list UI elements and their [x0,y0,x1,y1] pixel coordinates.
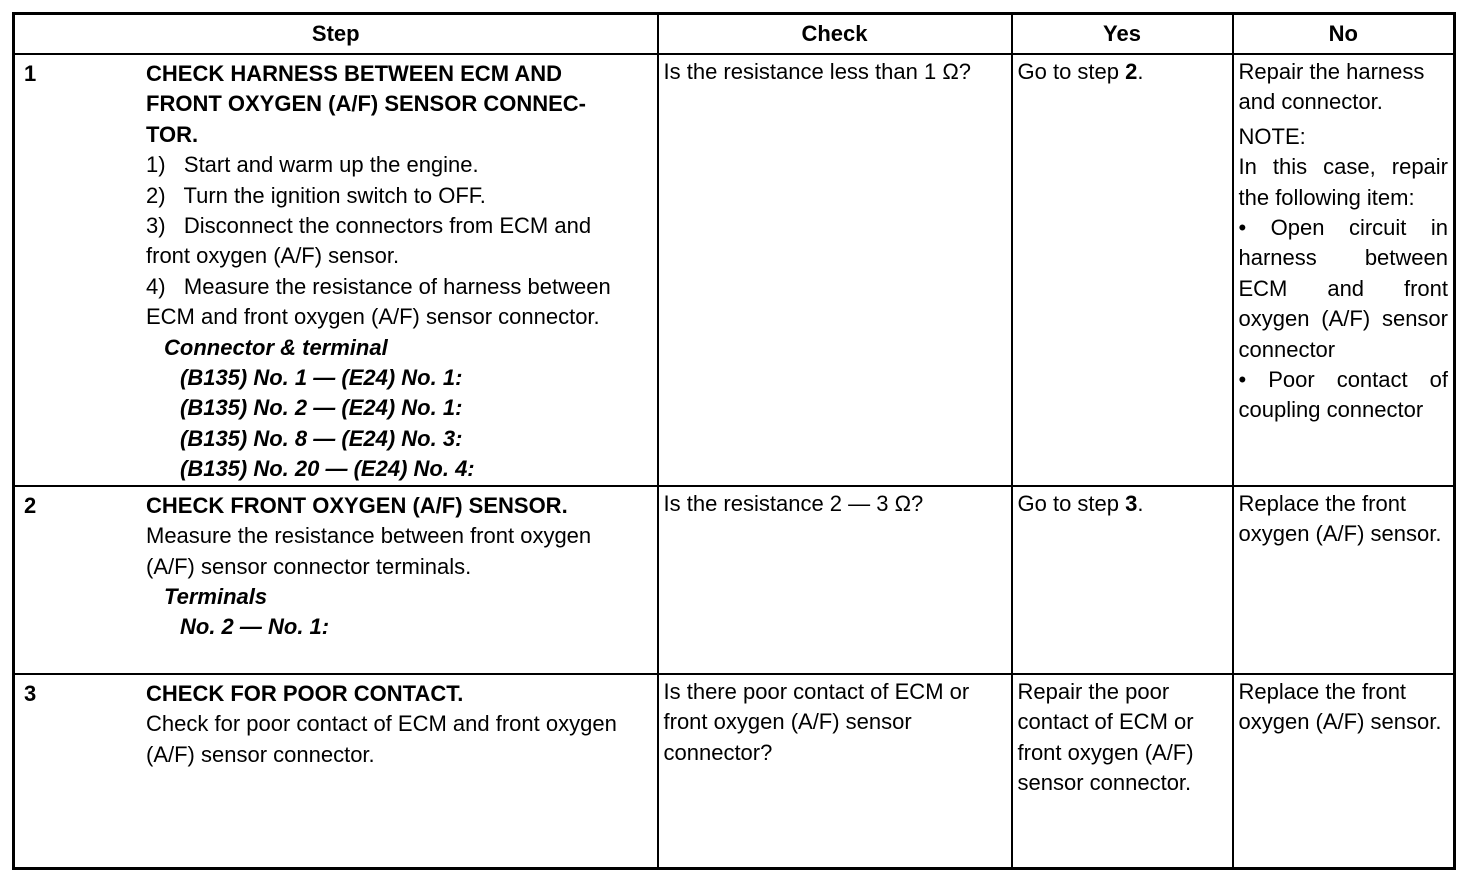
no-cell [1233,486,1455,674]
step-number: 1 [24,61,37,86]
check-cell [658,674,1012,869]
step-body [146,489,652,643]
header-row [14,14,1455,55]
yes-text: Repair the poor contact of ECM or front oxygen (A/F) sensor connector. [1017,678,1194,795]
yes-step-number: 2 [1125,59,1138,84]
yes-suffix: . [1137,59,1144,84]
no-text: Repair the harness and connector. [1238,59,1425,115]
procedure-line: ECM and front oxygen (A/F) sensor connector. [146,304,600,330]
yes-prefix: Go to step [1017,59,1126,84]
no-cell [1233,674,1455,869]
header-check: Check [658,14,1012,55]
step-number: 3 [24,680,37,706]
step-cell [14,486,658,674]
step-title-line: CHECK FRONT OXYGEN (A/F) SENSOR. [146,492,568,518]
step-cell [14,54,658,486]
yes-cell [1012,54,1233,486]
procedure-line: 1) Start and warm up the engine. [146,152,479,178]
note-bullet: • Open circuit in harness between ECM and front oxygen (A/F) sensor connector [1238,215,1448,362]
no-text: Replace the front oxygen (A/F) sensor. [1238,678,1442,735]
yes-cell [1012,674,1233,869]
no-text: Replace the front oxygen (A/F) sensor. [1238,490,1442,547]
check-text: Is the resistance less than 1 Ω? [663,59,971,84]
step-cell [14,674,658,869]
procedure-line: (A/F) sensor connector. [146,741,375,767]
spec-line: (B135) No. 2 — (E24) No. 1: [180,395,463,421]
note-bullet: • Poor contact of coupling connector [1238,367,1448,423]
table-row-step-1 [14,54,1455,486]
yes-prefix: Go to step [1017,490,1126,516]
procedure-line: front oxygen (A/F) sensor. [146,243,400,269]
no-cell [1233,54,1455,486]
check-cell [658,54,1012,486]
check-text: Is the resistance 2 — 3 Ω? [663,490,924,516]
table-row-step-2 [14,486,1455,674]
spec-line: (B135) No. 1 — (E24) No. 1: [180,365,463,391]
header-yes: Yes [1012,14,1233,55]
procedure-line: 2) Turn the ignition switch to OFF. [146,182,486,208]
procedure-line: 4) Measure the resistance of harness between [146,273,611,299]
step-title-line: CHECK HARNESS BETWEEN ECM AND [146,61,562,86]
step-title-line: CHECK FOR POOR CONTACT. [146,680,464,706]
check-text: Is there poor contact of ECM or front oxygen (A/F) sensor connector? [663,678,970,765]
note-heading: NOTE: [1238,123,1306,149]
yes-suffix: . [1137,490,1144,516]
step-number: 2 [24,492,37,518]
yes-cell [1012,486,1233,674]
step-body [146,677,652,770]
spec-line: No. 2 — No. 1: [180,614,330,640]
step-title-line: TOR. [146,121,199,147]
table-row-step-3 [14,674,1455,869]
spec-heading: Connector & terminal [164,334,388,360]
diagnostic-table [12,12,1456,870]
spec-heading: Terminals [164,583,268,609]
yes-step-number: 3 [1125,490,1138,516]
step-title-line: FRONT OXYGEN (A/F) SENSOR CONNEC- [146,91,587,117]
header-step: Step [14,14,658,55]
procedure-line: 3) Disconnect the connectors from ECM and [146,213,592,239]
spec-line: (B135) No. 8 — (E24) No. 3: [180,425,463,451]
note-intro: In this case, repair the following item: [1238,154,1448,210]
procedure-line: Measure the resistance between front oxygen [146,523,592,549]
step-body [146,57,652,485]
check-cell [658,486,1012,674]
procedure-line: (A/F) sensor connector terminals. [146,553,472,579]
spec-line: (B135) No. 20 — (E24) No. 4: [180,456,475,482]
procedure-line: Check for poor contact of ECM and front oxygen [146,711,617,737]
header-no: No [1233,14,1455,55]
